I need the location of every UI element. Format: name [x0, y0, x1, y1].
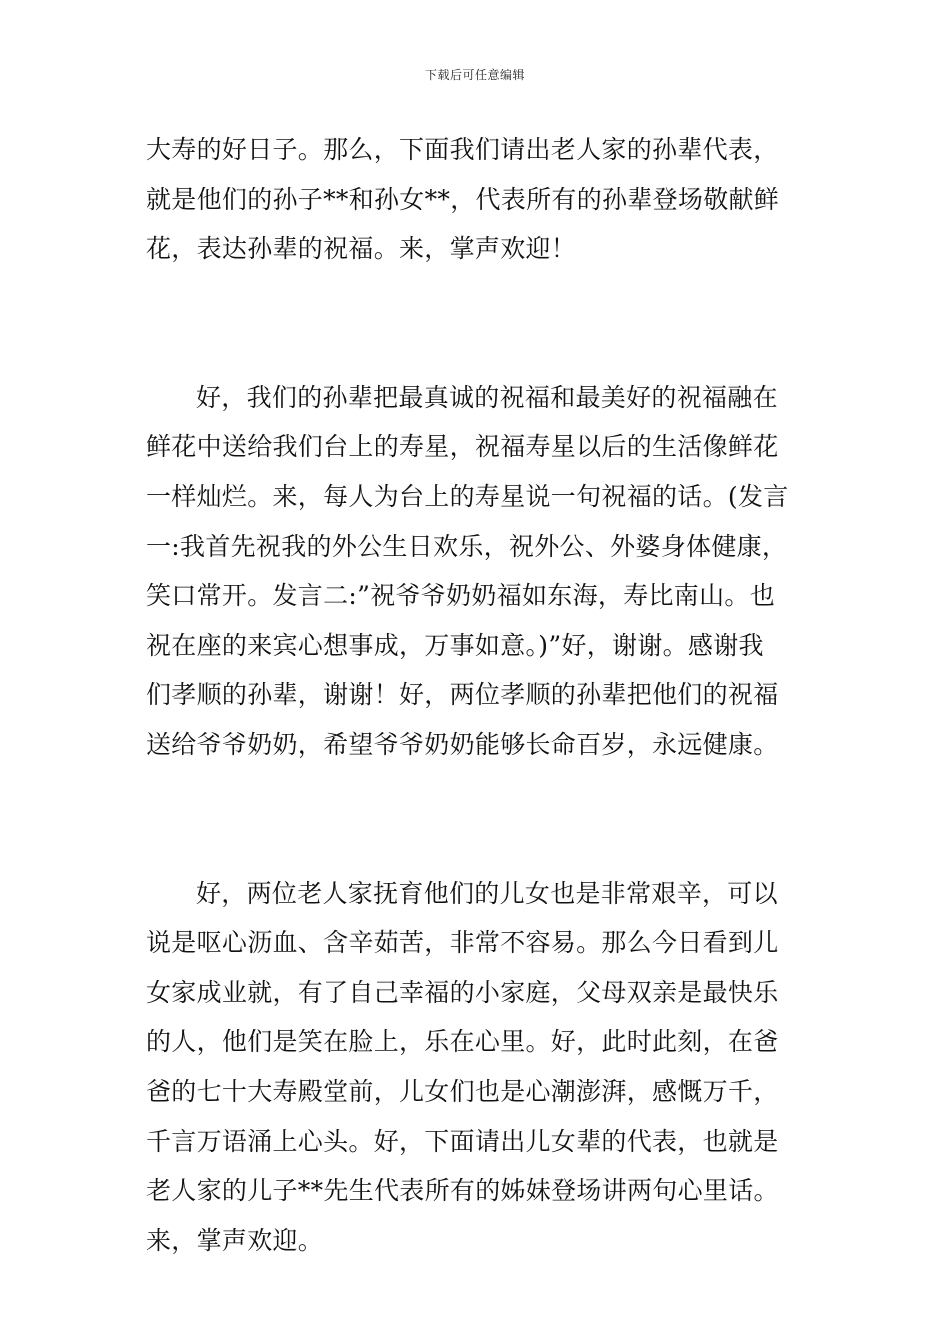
text-line: 花，表达孙辈的祝福。来，掌声欢迎！: [146, 234, 577, 264]
text-line: 好，两位老人家抚育他们的儿女也是非常艰辛，可以: [196, 878, 778, 908]
text-line: 说是呕心沥血、含辛茹苦，非常不容易。那么今日看到儿: [146, 928, 779, 958]
paragraph-spacer: [146, 770, 814, 869]
text-line: 一样灿烂。来，每人为台上的寿星说一句祝福的话。(发言: [146, 481, 789, 511]
text-line: 老人家的儿子**先生代表所有的姊妹登场讲两句心里话。: [146, 1176, 779, 1206]
text-line: 就是他们的孙子**和孙女**，代表所有的孙辈登场敬献鲜: [146, 184, 780, 214]
text-line: 千言万语涌上心头。好，下面请出儿女辈的代表，也就是: [146, 1126, 779, 1156]
text-line: 们孝顺的孙辈，谢谢！好，两位孝顺的孙辈把他们的祝福: [146, 680, 779, 710]
text-line: 大寿的好日子。那么，下面我们请出老人家的孙辈代表，: [146, 135, 779, 164]
page-header-note: 下载后可任意编辑: [424, 68, 525, 82]
paragraph-spacer: [146, 274, 814, 373]
text-line: 笑口常开。发言二:”祝爷爷奶奶福如东海，寿比南山。也: [146, 581, 776, 611]
text-line: 一:我首先祝我的外公生日欢乐，祝外公、外婆身体健康，: [146, 531, 788, 561]
text-line: 好，我们的孙辈把最真诚的祝福和最美好的祝福融在: [196, 382, 778, 412]
text-line: 来，掌声欢迎。: [146, 1225, 324, 1255]
paragraph-3: [146, 869, 814, 1266]
text-line: 鲜花中送给我们台上的寿星，祝福寿星以后的生活像鲜花: [146, 432, 779, 462]
paragraph-2: [146, 373, 814, 770]
text-line: 女家成业就，有了自己幸福的小家庭，父母双亲是最快乐: [146, 977, 779, 1007]
text-line: 送给爷爷奶奶，希望爷爷奶奶能够长命百岁，永远健康。: [146, 729, 779, 759]
text-line: 祝在座的来宾心想事成，万事如意。)”好，谢谢。感谢我: [146, 630, 764, 660]
text-line: 的人，他们是笑在脸上，乐在心里。好，此时此刻，在爸: [146, 1027, 779, 1057]
paragraph-1: [146, 125, 814, 274]
document-body: [146, 125, 814, 1265]
text-line: 爸的七十大寿殿堂前，儿女们也是心潮澎湃，感慨万千，: [146, 1076, 779, 1106]
